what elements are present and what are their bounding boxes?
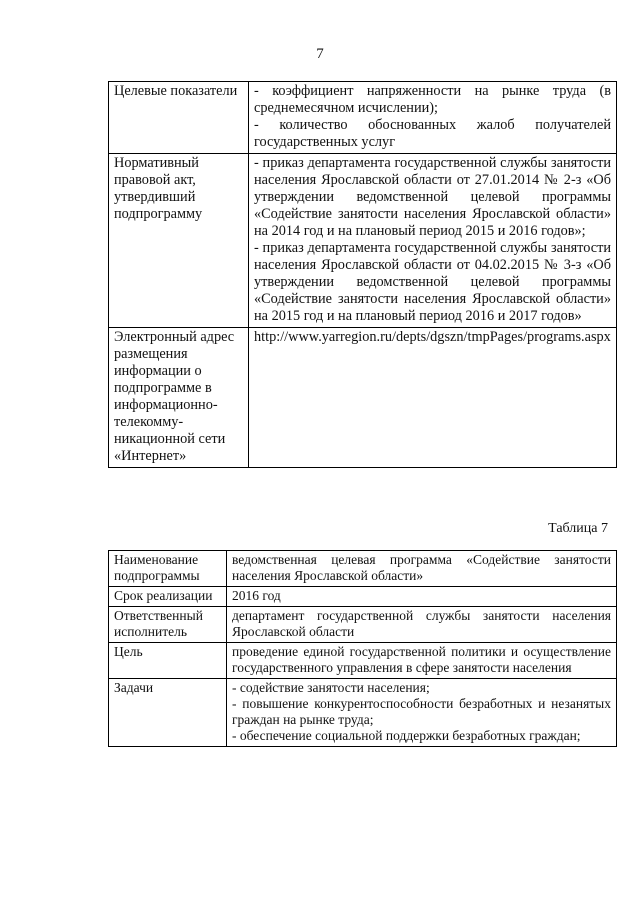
- table-row: [109, 607, 617, 643]
- table-row: [109, 551, 617, 587]
- table-row: [109, 587, 617, 607]
- row-value: [249, 154, 617, 328]
- row-value: [227, 643, 617, 679]
- row-value: [227, 551, 617, 587]
- row-label: Ответственный исполнитель: [109, 607, 227, 643]
- row-label: Электронный адрес размещения информации о подпрограмме в информационно-телекомму-никационной сети «Интернет»: [109, 328, 249, 468]
- row-label: Наименование подпрограммы: [109, 551, 227, 587]
- row-label: Нормативный правовой акт, утвердивший подпрограмму: [109, 154, 249, 328]
- row-value: [227, 587, 617, 607]
- row-value: [227, 607, 617, 643]
- value-line: ведомственная целевая программа «Содействие занятости населения Ярославской области»: [232, 552, 611, 583]
- table-row: [109, 328, 617, 468]
- row-label: Срок реализации: [109, 587, 227, 607]
- table-caption: Таблица 7: [548, 521, 608, 536]
- value-line: - коэффициент напряженности на рынке труда (в среднемесячном исчислении);: [254, 83, 611, 116]
- value-line: 2016 год: [232, 588, 281, 603]
- table-row: [109, 154, 617, 328]
- value-line: департамент государственной службы занятости населения Ярославской области: [232, 608, 611, 639]
- subprogram-passport-table-7: [108, 550, 617, 747]
- table-row: [109, 82, 617, 154]
- value-line: проведение единой государственной политики и осуществление государственного управления в сфере занятости населения: [232, 644, 611, 675]
- row-label: Задачи: [109, 679, 227, 747]
- table-row: [109, 643, 617, 679]
- row-value: [249, 82, 617, 154]
- value-line: - повышение конкурентоспособности безработных и незанятых граждан на рынке труда;: [232, 696, 611, 727]
- value-line: - обеспечение социальной поддержки безработных граждан;: [232, 728, 581, 743]
- value-line: - приказ департамента государственной службы занятости населения Ярославской области от 27.01.2014 № 2-з «Об утверждении ведомственной целевой программы «Содействие занятости населения Ярославской области» на 2014 год и на плановый период 2015 и 2016 годов»;: [254, 155, 611, 239]
- value-line: - содействие занятости населения;: [232, 680, 430, 695]
- value-line: - количество обоснованных жалоб получателей государственных услуг: [254, 117, 611, 150]
- page-number: 7: [316, 46, 324, 62]
- table-row: [109, 679, 617, 747]
- row-label: Целевые показатели: [109, 82, 249, 154]
- row-label: Цель: [109, 643, 227, 679]
- url-link[interactable]: http://www.yarregion.ru/depts/dgszn/tmpPages/programs.aspx: [254, 329, 611, 345]
- row-value: [227, 679, 617, 747]
- row-value: [249, 328, 617, 468]
- subprogram-passport-table-continued: [108, 81, 617, 468]
- value-line: - приказ департамента государственной службы занятости населения Ярославской области от 04.02.2015 № 3-з «Об утверждении ведомственной целевой программы «Содействие занятости населения Ярославской области» на 2015 год и на плановый период 2016 и 2017 годов»: [254, 240, 611, 324]
